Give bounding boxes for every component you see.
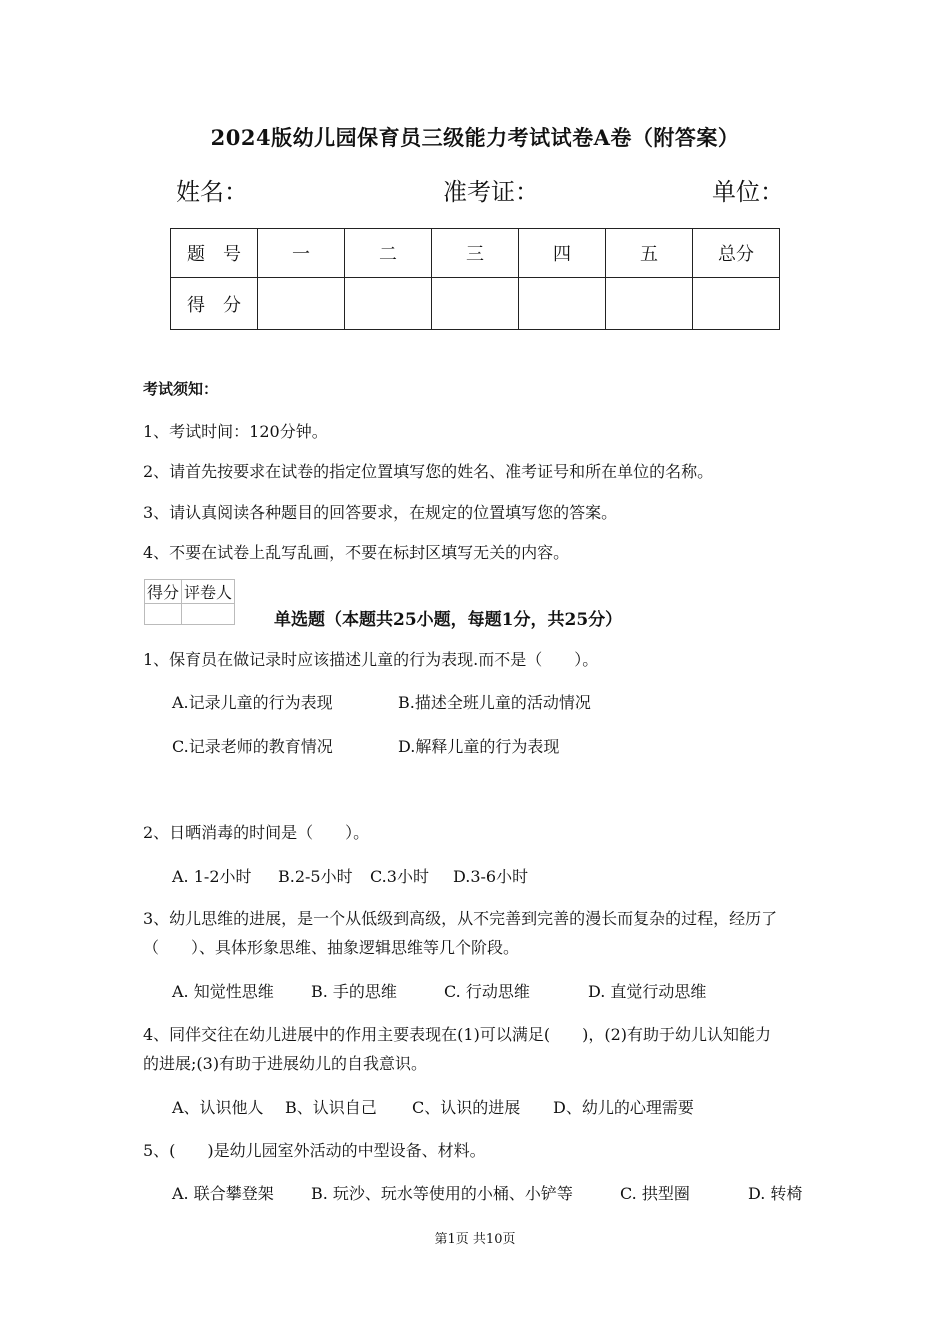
option[interactable]: A. 1-2小时 bbox=[172, 867, 252, 886]
question-stem: 1、保育员在做记录时应该描述儿童的行为表现.而不是（ ）。 bbox=[143, 650, 599, 669]
option[interactable]: A. 知觉性思维 bbox=[172, 982, 274, 1001]
option[interactable]: C. 拱型圈 bbox=[620, 1184, 690, 1203]
option[interactable]: A、认识他人 bbox=[172, 1098, 264, 1117]
option[interactable]: C. 行动思维 bbox=[444, 982, 530, 1001]
option[interactable]: B. 手的思维 bbox=[311, 982, 397, 1001]
score-cell[interactable] bbox=[606, 278, 693, 330]
option[interactable]: D. 转椅 bbox=[748, 1184, 803, 1203]
score-row-label: 得 分 bbox=[171, 278, 258, 330]
grader-box bbox=[144, 579, 235, 625]
exam-title: 2024版幼儿园保育员三级能力考试试卷A卷（附答案） bbox=[210, 125, 740, 150]
option[interactable]: A.记录儿童的行为表现 bbox=[172, 693, 333, 712]
score-table bbox=[170, 228, 780, 330]
notice-item: 1、考试时间：120分钟。 bbox=[143, 422, 328, 441]
question-stem: 2、日晒消毒的时间是（ ）。 bbox=[143, 823, 370, 842]
score-header-cell: 一 bbox=[258, 229, 345, 278]
score-cell[interactable] bbox=[432, 278, 519, 330]
grader-score-cell[interactable] bbox=[145, 604, 182, 625]
option[interactable]: B.2-5小时 bbox=[278, 867, 353, 886]
option[interactable]: C.记录老师的教育情况 bbox=[172, 737, 333, 756]
question-stem: 3、幼儿思维的进展，是一个从低级到高级，从不完善到完善的漫长而复杂的过程，经历了 bbox=[143, 909, 778, 928]
score-cell[interactable] bbox=[519, 278, 606, 330]
page-footer: 第1页 共10页 bbox=[434, 1232, 516, 1247]
question-stem: （ ）、具体形象思维、抽象逻辑思维等几个阶段。 bbox=[143, 938, 520, 957]
option[interactable]: B. 玩沙、玩水等使用的小桶、小铲等 bbox=[311, 1184, 573, 1203]
score-header-cell: 题 号 bbox=[171, 229, 258, 278]
option[interactable]: C、认识的进展 bbox=[412, 1098, 521, 1117]
unit-field-label: 单位： bbox=[712, 178, 784, 206]
option[interactable]: A. 联合攀登架 bbox=[172, 1184, 274, 1203]
option[interactable]: C.3小时 bbox=[370, 867, 429, 886]
question-stem: 5、( )是幼儿园室外活动的中型设备、材料。 bbox=[143, 1141, 486, 1160]
score-cell[interactable] bbox=[258, 278, 345, 330]
section-title: 单选题（本题共25小题，每题1分，共25分） bbox=[274, 610, 623, 630]
notice-item: 4、不要在试卷上乱写乱画，不要在标封区填写无关的内容。 bbox=[143, 543, 570, 562]
option[interactable]: B、认识自己 bbox=[285, 1098, 377, 1117]
score-header-cell: 总分 bbox=[693, 229, 780, 278]
score-table-header-row bbox=[171, 229, 780, 278]
option[interactable]: D、幼儿的心理需要 bbox=[553, 1098, 694, 1117]
name-field-label: 姓名： bbox=[176, 178, 248, 206]
notice-heading: 考试须知： bbox=[143, 380, 219, 398]
exam-id-field-label: 准考证： bbox=[443, 178, 539, 206]
option[interactable]: D.3-6小时 bbox=[453, 867, 529, 886]
score-header-cell: 五 bbox=[606, 229, 693, 278]
score-table-score-row bbox=[171, 278, 780, 330]
score-header-cell: 三 bbox=[432, 229, 519, 278]
question-stem: 的进展;(3)有助于进展幼儿的自我意识。 bbox=[143, 1054, 428, 1073]
grader-score-label: 得分 bbox=[145, 580, 182, 604]
question-stem: 4、同伴交往在幼儿进展中的作用主要表现在(1)可以满足( )，(2)有助于幼儿认知能力 bbox=[143, 1025, 771, 1044]
score-cell[interactable] bbox=[345, 278, 432, 330]
notice-item: 2、请首先按要求在试卷的指定位置填写您的姓名、准考证号和所在单位的名称。 bbox=[143, 462, 714, 481]
score-header-cell: 二 bbox=[345, 229, 432, 278]
option[interactable]: B.描述全班儿童的活动情况 bbox=[398, 693, 591, 712]
score-cell[interactable] bbox=[693, 278, 780, 330]
notice-item: 3、请认真阅读各种题目的回答要求，在规定的位置填写您的答案。 bbox=[143, 503, 618, 522]
grader-reviewer-cell[interactable] bbox=[182, 604, 235, 625]
option[interactable]: D. 直觉行动思维 bbox=[588, 982, 707, 1001]
score-header-cell: 四 bbox=[519, 229, 606, 278]
grader-reviewer-label: 评卷人 bbox=[182, 580, 235, 604]
option[interactable]: D.解释儿童的行为表现 bbox=[398, 737, 560, 756]
